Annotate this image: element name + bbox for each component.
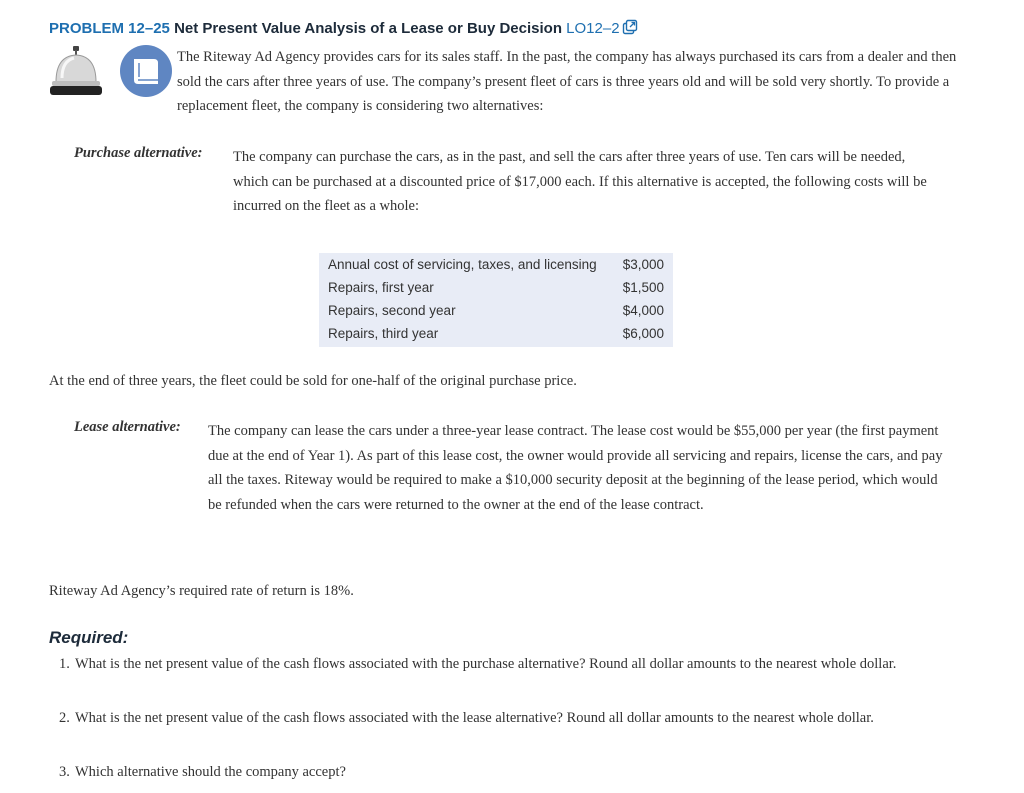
table-row [328,253,664,276]
cost-label: Repairs, second year [328,303,456,318]
purchase-costs-table [319,253,673,347]
purchase-alternative-text: The company can purchase the cars, as in the past, and sell the cars after three years of use. Ten cars will be needed, which can be purchased at a discounted price of $17,000 each. If this alternative is accepted, the following costs will be incurred on the fleet as a whole: [233,149,927,214]
required-item [59,706,935,731]
item-text: Which alternative should the company accept? [75,764,346,780]
cost-label: Annual cost of servicing, taxes, and licensing [328,257,597,272]
item-number: 2. [59,710,70,726]
cost-label: Repairs, first year [328,280,434,295]
service-bell-icon [50,44,106,105]
table-row [328,322,664,345]
table-row [328,276,664,299]
resale-note: At the end of three years, the fleet could be sold for one-half of the original purchase price. [49,373,577,389]
required-heading: Required: [49,628,129,647]
item-text: What is the net present value of the cash flows associated with the lease alternative? Round all dollar amounts to the nearest whole dollar. [75,710,874,726]
problem-number: PROBLEM 12–25 [49,20,170,37]
problem-title [49,19,638,39]
cost-value: $3,000 [622,257,664,272]
purchase-alternative-label: Purchase alternative: [74,145,203,161]
problem-heading: Net Present Value Analysis of a Lease or Buy Decision [174,20,562,37]
external-link-icon[interactable] [622,19,638,39]
cost-value: $4,000 [622,303,664,318]
item-number: 1. [59,656,70,672]
table-row [328,299,664,322]
required-item [59,652,935,677]
item-text: What is the net present value of the cash flows associated with the purchase alternative? Round all dollar amounts to the nearest whole dollar. [75,656,897,672]
item-number: 3. [59,764,70,780]
cost-value: $6,000 [622,326,664,341]
cost-label: Repairs, third year [328,326,439,341]
learning-objective-link[interactable]: LO12–2 [566,20,620,37]
required-rate-note: Riteway Ad Agency’s required rate of return is 18%. [49,583,354,599]
required-item [59,760,935,785]
cost-value: $1,500 [622,280,664,295]
lease-alternative-label: Lease alternative: [74,419,181,435]
lease-alternative-text: The company can lease the cars under a three-year lease contract. The lease cost would be $55,000 per year (the first payment due at the end of Year 1). As part of this lease cost, the owner would provide all servicing and repairs, license the cars, and pay all the taxes. Riteway would be required to make a $10,000 security deposit at the beginning of the lease period, which would be refunded when the cars were returned to the owner at the end of the lease contract. [208,423,943,513]
ebook-icon[interactable] [118,44,174,105]
intro-paragraph: The Riteway Ad Agency provides cars for its sales staff. In the past, the company has always purchased its cars from a dealer and then sold the cars after three years of use. The company’s present fleet of cars is three years old and will be sold very shortly. To provide a replacement fleet, the company is considering two alternatives: [177,49,957,114]
